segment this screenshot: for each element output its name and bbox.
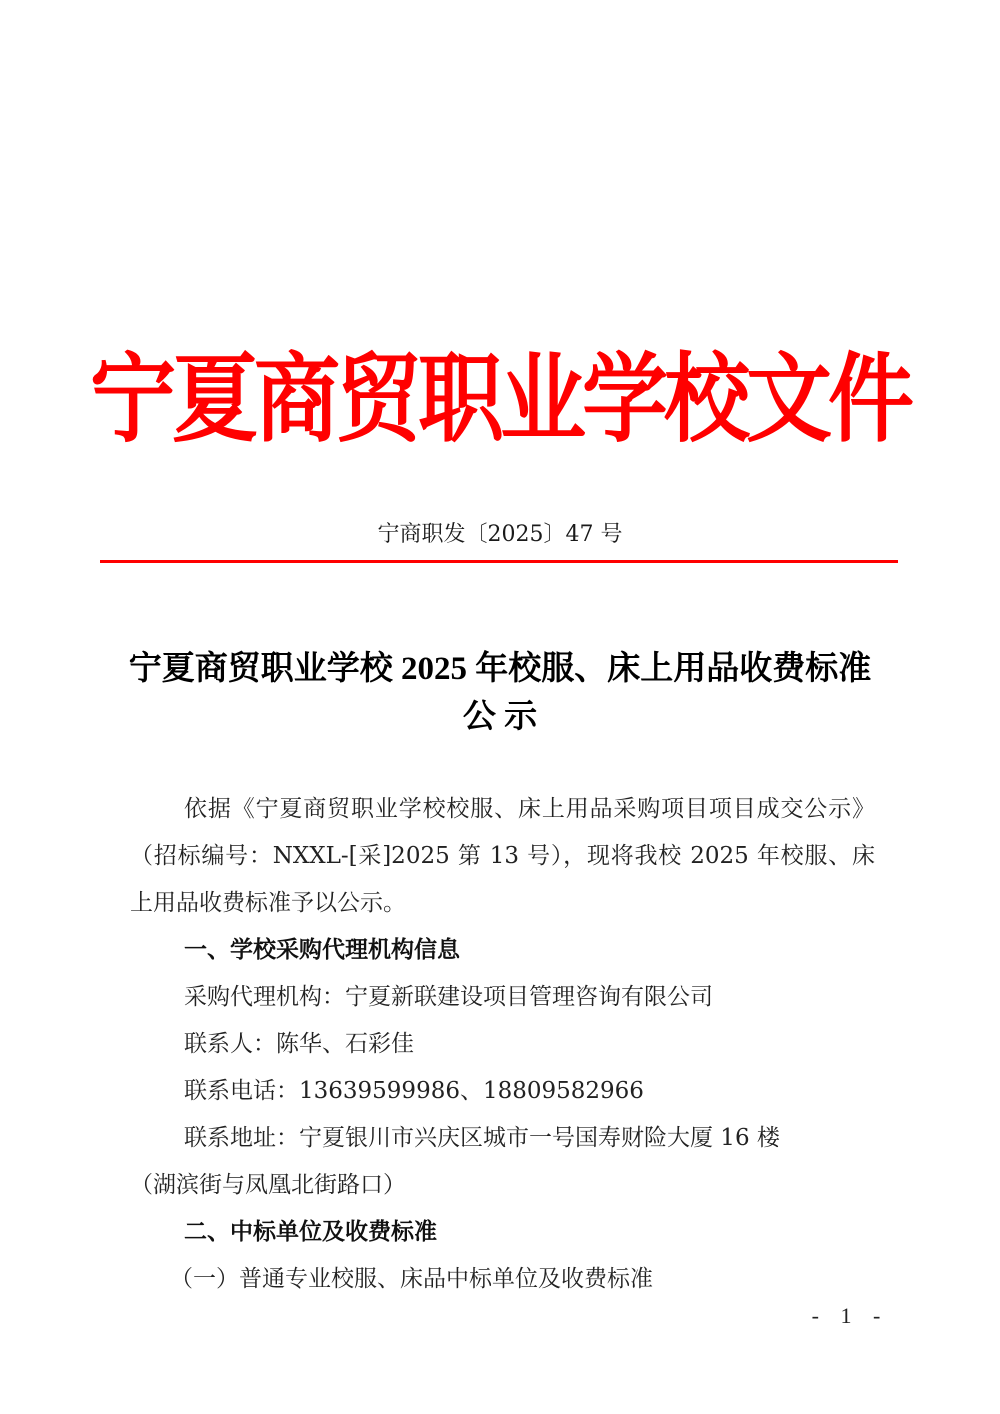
address-continuation: （湖滨街与凤凰北街路口）	[130, 1172, 406, 1198]
title-line-2: 公 示	[462, 699, 538, 735]
red-divider	[100, 560, 898, 563]
title-line-1: 宁夏商贸职业学校 2025 年校服、床上用品收费标准	[128, 651, 872, 687]
document-number: 宁商职发〔2025〕47 号	[377, 522, 623, 547]
section-2-heading: 二、中标单位及收费标准	[184, 1219, 437, 1245]
contact-phone-line: 联系电话：13639599986、18809582966	[184, 1078, 644, 1104]
page-number: - 1 -	[811, 1303, 889, 1328]
document-body	[130, 786, 875, 1303]
document-title	[100, 645, 900, 741]
address-line: 联系地址：宁夏银川市兴庆区城市一号国寿财险大厦 16 楼	[184, 1125, 780, 1151]
intro-paragraph: 依据《宁夏商贸职业学校校服、床上用品采购项目项目成交公示》（招标编号：NXXL-[采]2025 第 13 号），现将我校 2025 年校服、床上用品收费标准予以公示。	[130, 796, 875, 916]
section-1-heading: 一、学校采购代理机构信息	[184, 937, 460, 963]
subsection-1-heading: （一）普通专业校服、床品中标单位及收费标准	[170, 1266, 653, 1292]
contact-person-line: 联系人：陈华、石彩佳	[184, 1031, 414, 1057]
agency-line: 采购代理机构：宁夏新联建设项目管理咨询有限公司	[184, 984, 713, 1010]
document-masthead: 宁夏商贸职业学校文件	[90, 342, 910, 456]
